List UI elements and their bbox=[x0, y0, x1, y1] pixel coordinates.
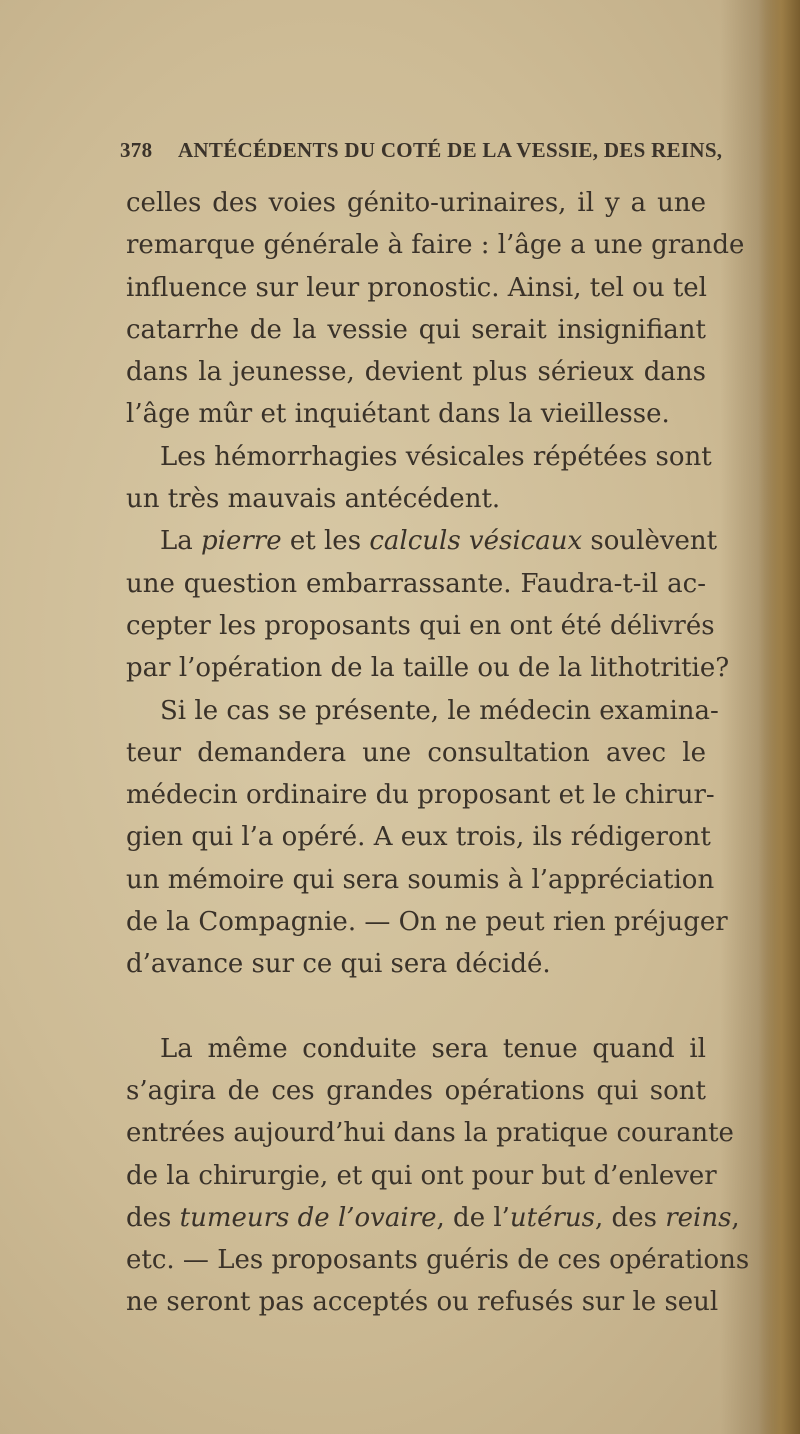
text-line: un très mauvais antécédent. bbox=[126, 484, 501, 515]
text-line: ne seront pas acceptés ou refusés sur le seul bbox=[126, 1287, 719, 1318]
italic-term-pierre: pierre bbox=[201, 526, 282, 557]
text-line: dans la jeunesse, devient plus sérieux dans bbox=[126, 357, 706, 388]
text-line: remarque générale à faire : l’âge a une grande bbox=[126, 230, 745, 261]
italic-term-ovaire: tumeurs de l’ovaire bbox=[179, 1202, 437, 1233]
text-line: influence sur leur pronostic. Ainsi, tel ou tel bbox=[126, 272, 707, 303]
running-header bbox=[120, 138, 723, 163]
text-line: l’âge mûr et inquiétant dans la vieillesse. bbox=[126, 399, 670, 430]
text-line: d’avance sur ce qui sera décidé. bbox=[126, 949, 551, 980]
text-span: , des bbox=[595, 1202, 666, 1233]
text-line: par l’opération de la taille ou de la lithotritie? bbox=[126, 653, 730, 684]
italic-term-calculs: calculs vésicaux bbox=[369, 526, 583, 557]
text-span: , de l’ bbox=[436, 1202, 510, 1233]
text-line bbox=[126, 1197, 740, 1239]
text-span: et les bbox=[281, 526, 370, 557]
running-title: ANTÉCÉDENTS DU COTÉ DE LA VESSIE, DES REINS, bbox=[177, 138, 723, 162]
text-line: une question embarrassante. Faudra-t-il ac- bbox=[126, 568, 706, 599]
text-span: , bbox=[731, 1202, 740, 1233]
text-line: médecin ordinaire du proposant et le chirur- bbox=[126, 780, 715, 811]
text-line: catarrhe de la vessie qui serait insignifiant bbox=[126, 314, 706, 345]
text-line: etc. — Les proposants guéris de ces opérations bbox=[126, 1245, 750, 1276]
text-line: teur demandera une consultation avec le bbox=[126, 737, 706, 768]
paragraph-gap bbox=[126, 986, 706, 1028]
text-line: un mémoire qui sera soumis à l’appréciation bbox=[126, 864, 715, 895]
text-line: Si le cas se présente, le médecin examina- bbox=[160, 695, 719, 726]
italic-term-reins: reins bbox=[665, 1202, 732, 1233]
body-text bbox=[126, 182, 750, 1324]
text-line: Les hémorrhagies vésicales répétées sont bbox=[160, 441, 712, 472]
text-line: entrées aujourd’hui dans la pratique courante bbox=[126, 1118, 734, 1149]
text-span: soulèvent bbox=[582, 526, 718, 557]
text-line: gien qui l’a opéré. A eux trois, ils rédigeront bbox=[126, 822, 711, 853]
text-span: des bbox=[126, 1202, 180, 1233]
page-number: 378 bbox=[120, 138, 153, 162]
text-line: cepter les proposants qui en ont été délivrés bbox=[126, 610, 715, 641]
text-line: de la chirurgie, et qui ont pour but d’enlever bbox=[126, 1160, 717, 1191]
text-line: s’agira de ces grandes opérations qui sont bbox=[126, 1075, 706, 1106]
text-span: La bbox=[160, 526, 202, 557]
text-line bbox=[126, 520, 718, 562]
italic-term-uterus: utérus bbox=[509, 1202, 596, 1233]
text-line: La même conduite sera tenue quand il bbox=[160, 1033, 706, 1064]
page-spine-shadow bbox=[758, 0, 800, 1434]
text-line: celles des voies génito-urinaires, il y a une bbox=[126, 188, 706, 218]
text-line: de la Compagnie. — On ne peut rien préjuger bbox=[126, 907, 728, 938]
